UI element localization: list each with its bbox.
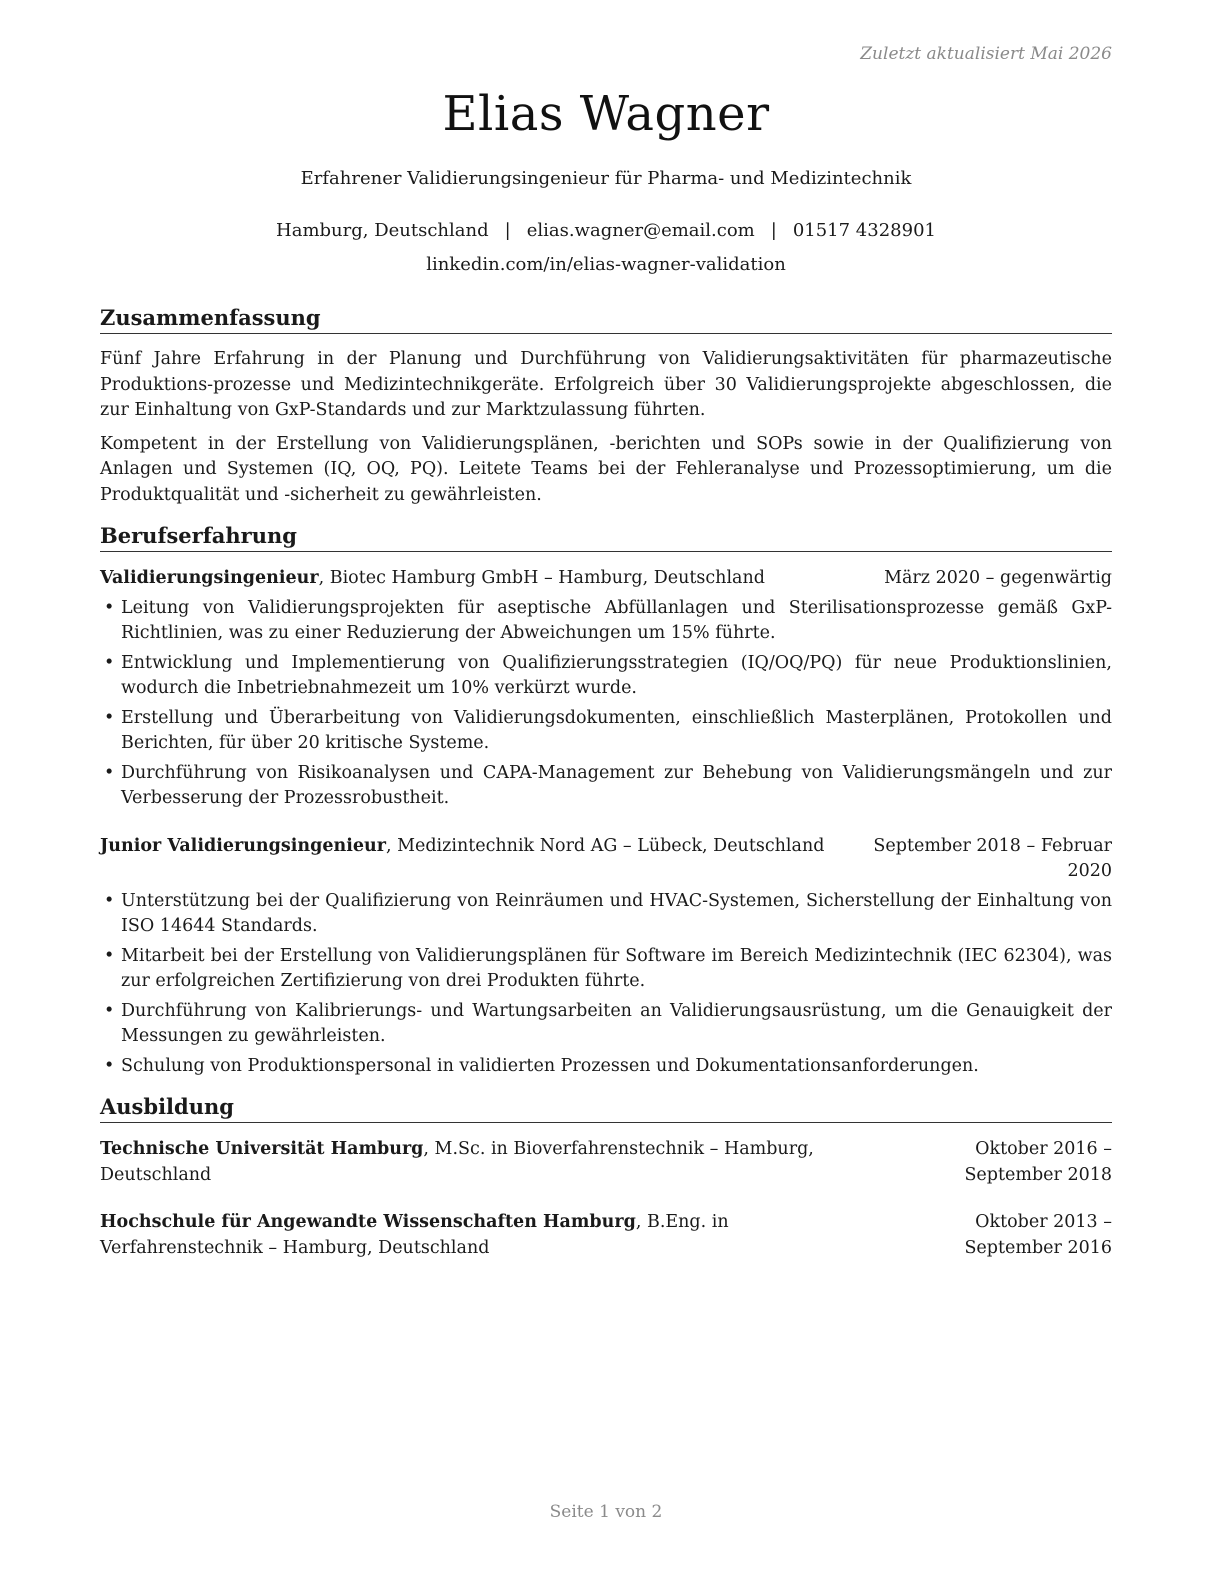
bullet-text: Durchführung von Risikoanalysen und CAPA-Management zur Behebung von Validierungsmängeln und zur Verbesserung der Prozessrobustheit. — [121, 762, 1112, 808]
list-item — [100, 596, 1112, 647]
contact-location: Hamburg, Deutschland — [276, 220, 489, 241]
job-company: , Medizintechnik Nord AG – Lübeck, Deutschland — [385, 835, 825, 856]
page-number: Seite 1 von 2 — [549, 1502, 663, 1522]
job-company: , Biotec Hamburg GmbH – Hamburg, Deutschland — [318, 568, 765, 588]
summary-paragraph: Kompetent in der Erstellung von Validierungsplänen, -berichten und SOPs sowie in der Qualifizierung von Anlagen und Systemen (IQ, OQ, PQ). Leitete Teams bei der Fehleranalyse und Prozessoptimierung, um die Produktqualität und -sicherheit zu gewährleisten. — [100, 433, 1112, 505]
contact-line — [100, 220, 1112, 241]
education-dates: Oktober 2016 – September 2018 — [964, 1139, 1112, 1185]
candidate-name: Elias Wagner — [442, 86, 770, 142]
section-title-experience: Berufserfahrung — [100, 523, 1112, 552]
job-role: Validierungsingenieur — [100, 568, 319, 588]
contact-phone[interactable]: 01517 4328901 — [792, 220, 936, 241]
job-bullets — [100, 889, 1112, 1080]
linkedin-link[interactable]: linkedin.com/in/elias-wagner-validation — [426, 254, 786, 275]
bullet-icon: • — [104, 707, 115, 728]
bullet-text: Erstellung und Überarbeitung von Validierungsdokumenten, einschließlich Masterplänen, Protokollen und Berichten, für über 20 kritische Systeme. — [121, 707, 1112, 753]
list-item — [100, 999, 1112, 1050]
job-bullets — [100, 596, 1112, 812]
job-entry — [100, 834, 1112, 1080]
last-updated-note: Zuletzt aktualisiert Mai 2026 — [860, 44, 1112, 64]
education-header — [100, 1137, 1112, 1188]
bullet-icon: • — [104, 945, 115, 966]
job-title-line — [100, 566, 868, 592]
bullet-icon: • — [104, 652, 115, 673]
bullet-icon: • — [104, 890, 115, 911]
bullet-text: Durchführung von Kalibrierungs- und Wartungsarbeiten an Validierungsausrüstung, um die Genauigkeit der Messungen zu gewährleisten. — [121, 1000, 1112, 1046]
bullet-text: Entwicklung und Implementierung von Qualifizierungsstrategien (IQ/OQ/PQ) für neue Produktionslinien, wodurch die Inbetriebnahmezeit um 10% verkürzt wurde. — [121, 652, 1112, 698]
bullet-text: Unterstützung bei der Qualifizierung von Reinräumen und HVAC-Systemen, Sicherstellung der Einhaltung von ISO 14644 Standards. — [121, 890, 1112, 936]
education-header — [100, 1210, 1112, 1261]
resume-page — [100, 0, 1112, 1584]
bullet-icon: • — [104, 1000, 115, 1021]
contact-email[interactable]: elias.wagner@email.com — [526, 220, 755, 241]
contact-separator: | — [770, 220, 777, 241]
list-item — [100, 1054, 1112, 1080]
education-title-line — [100, 1137, 866, 1188]
list-item — [100, 651, 1112, 702]
job-dates: März 2020 – gegenwärtig — [884, 568, 1112, 588]
education-title-line — [100, 1210, 866, 1261]
job-header — [100, 566, 1112, 592]
section-title-summary: Zusammenfassung — [100, 305, 1112, 334]
summary-paragraph: Fünf Jahre Erfahrung in der Planung und Durchführung von Validierungsaktivitäten für pharmazeutische Produktions-prozesse und Medizintechnikgeräte. Erfolgreich über 30 Validierungsprojekte abgeschlossen, die zur Einhaltung von GxP-Standards und zur Marktzulassung führten. — [100, 349, 1112, 420]
job-title-line — [100, 834, 856, 885]
bullet-text: Mitarbeit bei der Erstellung von Validierungsplänen für Software im Bereich Medizintechnik (IEC 62304), was zur erfolgreichen Zertifizierung von drei Produkten führte. — [121, 945, 1112, 991]
education-dates: Oktober 2013 – September 2016 — [964, 1212, 1112, 1258]
bullet-text: Schulung von Produktionspersonal in validierten Prozessen und Dokumentationsanforderungen. — [121, 1055, 979, 1076]
job-header — [100, 834, 1112, 885]
education-degree: , M.Sc. in Bioverfahrenstechnik – Hamburg, Deutschland — [100, 1139, 814, 1185]
education-degree: , B.Eng. in Verfahrenstechnik – Hamburg, Deutschland — [100, 1212, 729, 1258]
education-entry — [100, 1210, 1112, 1261]
list-item — [100, 889, 1112, 940]
job-role: Junior Validierungsingenieur — [100, 835, 386, 856]
list-item — [100, 944, 1112, 995]
list-item — [100, 761, 1112, 812]
bullet-icon: • — [104, 762, 115, 783]
education-school: Technische Universität Hamburg — [100, 1139, 424, 1159]
section-title-education: Ausbildung — [100, 1094, 1112, 1123]
list-item — [100, 706, 1112, 757]
bullet-icon: • — [104, 597, 115, 618]
candidate-tagline: Erfahrener Validierungsingenieur für Pharma- und Medizintechnik — [300, 168, 912, 189]
job-dates: September 2018 – Februar 2020 — [873, 835, 1112, 881]
bullet-text: Leitung von Validierungsprojekten für aseptische Abfüllanlagen und Sterilisationsprozesse gemäß GxP-Richtlinien, was zu einer Reduzierung der Abweichungen um 15% führte. — [121, 597, 1112, 643]
education-entry — [100, 1137, 1112, 1188]
education-school: Hochschule für Angewandte Wissenschaften Hamburg — [100, 1212, 636, 1232]
job-entry — [100, 566, 1112, 812]
resume-content — [100, 305, 1112, 1261]
bullet-icon: • — [104, 1055, 115, 1076]
contact-separator: | — [504, 220, 511, 241]
